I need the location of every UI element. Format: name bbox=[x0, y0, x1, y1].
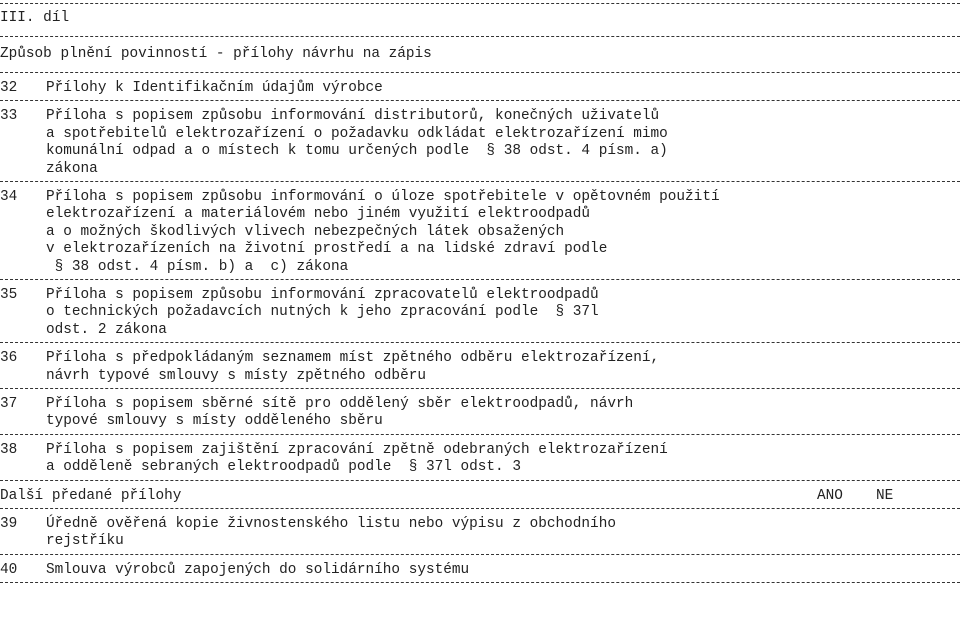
item-text-line: Úředně ověřená kopie živnostenského listu nebo výpisu z obchodního bbox=[46, 516, 616, 532]
item-text-line: a spotřebitelů elektrozařízení o požadavku odkládat elektrozařízení mimo bbox=[46, 125, 668, 142]
item-text-line: komunální odpad a o místech k tomu určených podle § 38 odst. 4 písm. a) bbox=[46, 143, 668, 160]
item-text-line: Příloha s předpokládaným seznamem míst zpětného odběru elektrozařízení, bbox=[46, 350, 660, 367]
separator bbox=[0, 181, 960, 182]
no-column-header: NE bbox=[876, 487, 894, 504]
item-number: 36 bbox=[0, 350, 18, 367]
separator bbox=[0, 508, 960, 509]
item-number: 37 bbox=[0, 396, 18, 412]
item-text-line: a o možných škodlivých vlivech nebezpečných látek obsažených bbox=[46, 223, 565, 240]
item-text-line: zákona bbox=[46, 160, 98, 177]
item-text-line: Příloha s popisem sběrné sítě pro oddělený sběr elektroodpadů, návrh bbox=[46, 396, 634, 412]
item-text-line: Přílohy k Identifikačním údajům výrobce bbox=[46, 80, 383, 96]
item-number: 33 bbox=[0, 108, 18, 125]
item-text-line: Příloha s popisem způsobu informování distributorů, konečných uživatelů bbox=[46, 108, 660, 125]
separator bbox=[0, 554, 960, 555]
item-text-line: typové smlouvy s místy odděleného sběru bbox=[46, 413, 383, 430]
item-number: 38 bbox=[0, 441, 18, 458]
item-text-line: návrh typové smlouvy s místy zpětného odběru bbox=[46, 367, 426, 384]
separator bbox=[0, 388, 960, 389]
section-title: III. díl bbox=[0, 10, 70, 26]
separator bbox=[0, 100, 960, 101]
separator bbox=[0, 279, 960, 280]
separator bbox=[0, 480, 960, 481]
item-number: 34 bbox=[0, 189, 18, 205]
item-text-line: elektrozařízení a materiálovém nebo jiném využití elektroodpadů bbox=[46, 206, 591, 223]
separator bbox=[0, 582, 960, 583]
separator bbox=[0, 36, 960, 37]
separator bbox=[0, 434, 960, 435]
item-text-line: Příloha s popisem způsobu informování o úloze spotřebitele v opětovném použití bbox=[46, 189, 720, 205]
item-number: 39 bbox=[0, 516, 18, 532]
item-text-line: Příloha s popisem způsobu informování zpracovatelů elektroodpadů bbox=[46, 287, 599, 303]
item-text-line: o technických požadavcích nutných k jeho zpracování podle § 37l bbox=[46, 304, 599, 321]
separator bbox=[0, 342, 960, 343]
item-text-line: v elektrozařízeních na životní prostředí a na lidské zdraví podle bbox=[46, 241, 608, 258]
item-number: 32 bbox=[0, 80, 18, 96]
item-text-line: odst. 2 zákona bbox=[46, 321, 167, 338]
item-text-line: § 38 odst. 4 písm. b) a c) zákona bbox=[46, 258, 349, 275]
separator bbox=[0, 72, 960, 73]
item-number: 35 bbox=[0, 287, 18, 303]
other-attachments-label: Další předané přílohy bbox=[0, 487, 182, 504]
yes-column-header: ANO bbox=[817, 487, 843, 504]
item-text-line: a odděleně sebraných elektroodpadů podle § 37l odst. 3 bbox=[46, 459, 521, 476]
item-text-line: Smlouva výrobců zapojených do solidárního systému bbox=[46, 561, 470, 578]
item-number: 40 bbox=[0, 561, 18, 578]
section-heading: Způsob plnění povinností - přílohy návrhu na zápis bbox=[0, 46, 432, 62]
item-text-line: Příloha s popisem zajištění zpracování zpětně odebraných elektrozařízení bbox=[46, 441, 668, 458]
item-text-line: rejstříku bbox=[46, 533, 124, 550]
separator bbox=[0, 3, 960, 4]
